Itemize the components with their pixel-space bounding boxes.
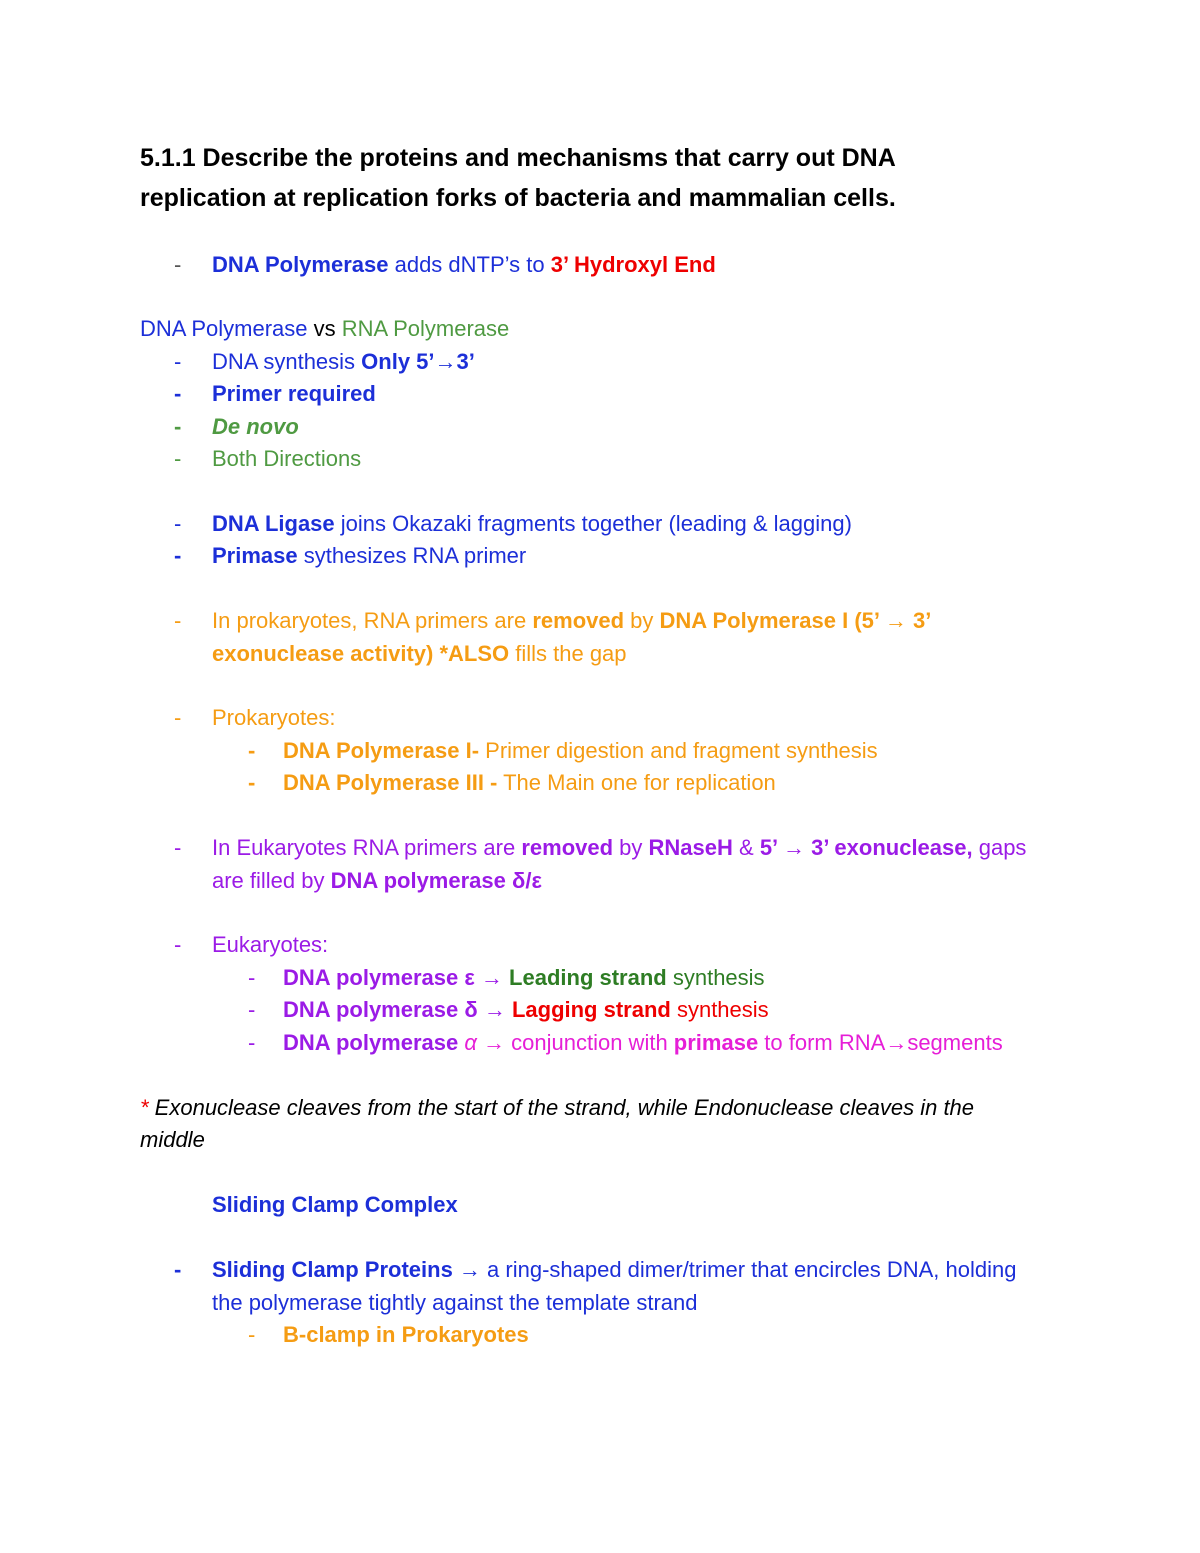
pol-delta-epsilon-term: DNA polymerase δ/ε — [330, 868, 542, 893]
clamp-desc-1: → a ring-shaped dimer/trimer that encircles DNA, holding — [452, 1257, 1017, 1282]
compare-item-directions: Both Directions — [212, 446, 362, 471]
by-text: by — [624, 608, 660, 633]
rnaseh-term: RNaseH — [648, 835, 733, 860]
bullet-dash: - — [174, 414, 182, 439]
compare-rna: RNA Polymerase — [341, 316, 510, 341]
ligase-text: joins Okazaki fragments together (leading & lagging) — [334, 511, 852, 536]
sliding-clamp-heading: Sliding Clamp Complex — [212, 1192, 458, 1217]
direction-term: Only 5’→3’ — [361, 349, 475, 374]
exonuclease-term: 5’ → 3’ exonuclease, — [759, 835, 973, 860]
primase-text: sythesizes RNA primer — [297, 543, 527, 568]
bullet-dash: - — [174, 608, 182, 633]
pol-alpha-name: DNA polymerase — [283, 1030, 465, 1055]
exonuclease-activity-term: exonuclease activity) *ALSO — [212, 641, 510, 666]
pol1-name: DNA Polymerase I- — [283, 738, 480, 763]
compare-item-primer: Primer required — [212, 381, 376, 406]
title-line-2: replication at replication forks of bacteria and mammalian cells. — [140, 184, 896, 212]
note-line-2: middle — [140, 1127, 205, 1152]
dna-polymerase-term: DNA Polymerase — [212, 252, 389, 277]
epsilon-desc: synthesis — [666, 965, 765, 990]
compare-vs: vs — [307, 316, 342, 341]
leading-strand-term: Leading strand — [509, 965, 667, 990]
synthesis-text: DNA synthesis — [212, 349, 362, 374]
by-text: by — [613, 835, 649, 860]
bullet-dash: - — [174, 835, 182, 860]
note-text-1: Exonuclease cleaves from the start of the strand, while Endonuclease cleaves in the — [148, 1095, 975, 1120]
bullet-dash: - — [174, 543, 182, 568]
removed-term: removed — [521, 835, 614, 860]
euk-item-alpha — [283, 1028, 1003, 1058]
bullet-dash: - — [174, 252, 182, 277]
clamp-line-2: the polymerase tightly against the template strand — [212, 1290, 698, 1315]
gaps-text: gaps — [972, 835, 1027, 860]
bullet-dash: - — [174, 446, 182, 471]
compare-dna: DNA Polymerase — [140, 316, 308, 341]
bullet-dash: - — [248, 770, 256, 795]
note-line-1 — [140, 1093, 974, 1123]
clamp-line-1 — [212, 1255, 1017, 1285]
bullet-dash: - — [248, 1030, 256, 1055]
prok-removal-line-2 — [212, 639, 627, 669]
dna-ligase-term: DNA Ligase — [212, 511, 335, 536]
ligase-line — [212, 509, 852, 539]
eukaryotes-heading: Eukaryotes: — [212, 932, 329, 957]
euk-removal-line-1 — [212, 833, 1026, 863]
primase-term: primase — [673, 1030, 759, 1055]
removed-term: removed — [532, 608, 625, 633]
pol-epsilon-name: DNA polymerase ε → — [283, 965, 503, 990]
prok-removal-text: In prokaryotes, RNA primers are — [212, 608, 533, 633]
bullet-dash: - — [174, 932, 182, 957]
title-line-1: 5.1.1 Describe the proteins and mechanisms that carry out DNA — [140, 144, 896, 172]
pol-delta-name: DNA polymerase δ → — [283, 997, 506, 1022]
sliding-clamp-proteins-term: Sliding Clamp Proteins — [212, 1257, 453, 1282]
delta-desc: synthesis — [670, 997, 769, 1022]
amp-text: & — [732, 835, 760, 860]
primase-term: Primase — [212, 543, 298, 568]
alpha-desc: to form RNA→segments — [758, 1030, 1003, 1055]
euk-item-epsilon — [283, 963, 765, 993]
alpha-arrow-text: → conjunction with — [476, 1030, 674, 1055]
bullet-dash: - — [248, 997, 256, 1022]
pol3-desc: The Main one for replication — [497, 770, 776, 795]
bullet-dash: - — [174, 381, 182, 406]
compare-item-synthesis — [212, 347, 475, 377]
hydroxyl-end-term: 3’ Hydroxyl End — [550, 252, 716, 277]
adds-text: adds dNTP’s to — [388, 252, 551, 277]
euk-removal-line-2 — [212, 866, 542, 896]
pol1-desc: Primer digestion and fragment synthesis — [479, 738, 878, 763]
euk-removal-text: In Eukaryotes RNA primers are — [212, 835, 522, 860]
bullet-dash: - — [248, 738, 256, 763]
section-title — [140, 138, 1100, 218]
fills-gap-text: fills the gap — [509, 641, 627, 666]
bullet-dash: - — [174, 705, 182, 730]
bullet-dash: - — [174, 1257, 182, 1282]
comparison-heading — [140, 314, 509, 344]
filled-text: are filled by — [212, 868, 331, 893]
clamp-sub-item: B-clamp in Prokaryotes — [283, 1322, 529, 1347]
bullet-dash: - — [248, 1322, 256, 1347]
prokaryotes-heading: Prokaryotes: — [212, 705, 336, 730]
prok-item-pol3 — [283, 768, 776, 798]
bullet-dash: - — [248, 965, 256, 990]
alpha-symbol: α — [464, 1030, 477, 1055]
pol1-term: DNA Polymerase I (5’ → 3’ — [659, 608, 932, 633]
lagging-strand-term: Lagging strand — [511, 997, 671, 1022]
bullet-dash: - — [174, 511, 182, 536]
polymerase-line — [212, 250, 716, 280]
prok-removal-line-1 — [212, 606, 931, 636]
bullet-dash: - — [174, 349, 182, 374]
pol3-name: DNA Polymerase III - — [283, 770, 498, 795]
euk-item-delta — [283, 995, 769, 1025]
compare-item-de-novo: De novo — [212, 414, 299, 439]
prok-item-pol1 — [283, 736, 878, 766]
primase-line — [212, 541, 526, 571]
note-star: * — [140, 1095, 149, 1120]
